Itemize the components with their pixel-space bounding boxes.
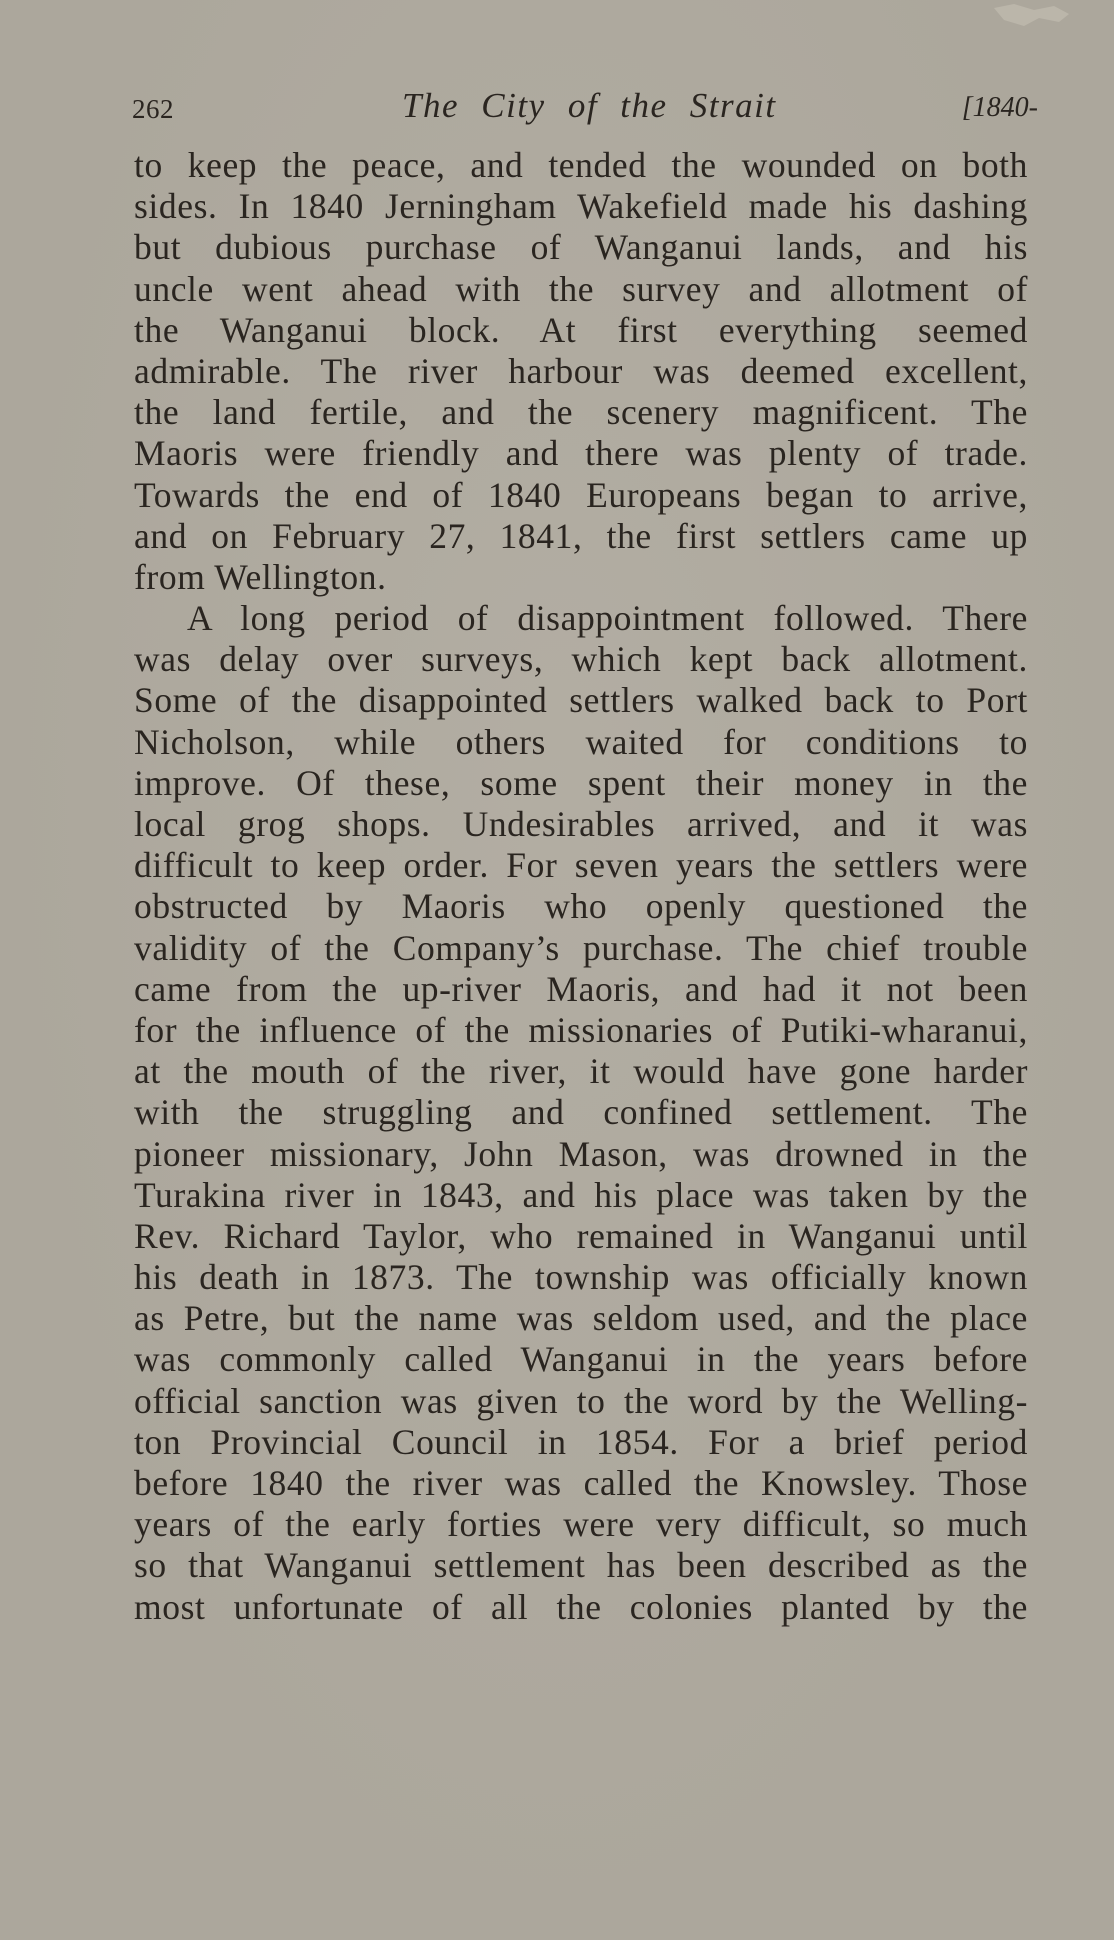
text-line: difficult to keep order. For seven years the settlers were (134, 845, 1028, 886)
page-number: 262 (132, 94, 174, 124)
text-line: for the influence of the missionaries of Putiki-wharanui, (134, 1009, 1028, 1050)
text-line: was delay over surveys, which kept back allotment. (134, 639, 1028, 680)
text-line: the Wanganui block. At first everything seemed (134, 309, 1028, 350)
text-line: A long period of disappointment followed. There (187, 598, 1028, 639)
text-line: Turakina river in 1843, and his place was taken by the (134, 1174, 1028, 1215)
text-line: the land fertile, and the scenery magnificent. The (134, 392, 1028, 433)
text-line: so that Wanganui settlement has been described as the (134, 1545, 1028, 1586)
text-line: his death in 1873. The township was officially known (134, 1257, 1028, 1298)
text-line: Nicholson, while others waited for conditions to (134, 721, 1028, 762)
text-line: local grog shops. Undesirables arrived, and it was (134, 804, 1028, 844)
text-line: was commonly called Wanganui in the years before (134, 1339, 1028, 1380)
body-text (134, 145, 1028, 1628)
running-head (132, 82, 1038, 132)
text-line: official sanction was given to the word by the Welling- (134, 1380, 1028, 1421)
text-line: ton Provincial Council in 1854. For a brief period (134, 1421, 1028, 1462)
text-line: and on February 27, 1841, the first settlers came up (134, 515, 1028, 556)
paper-stain-mark (984, 0, 1074, 40)
text-line: as Petre, but the name was seldom used, and the place (134, 1298, 1028, 1339)
text-line: with the struggling and confined settlement. The (134, 1092, 1028, 1133)
running-date: [1840- (961, 92, 1038, 123)
text-line: Rev. Richard Taylor, who remained in Wanganui until (134, 1215, 1028, 1256)
text-line: from Wellington. (134, 556, 387, 597)
text-line: years of the early forties were very difficult, so much (134, 1504, 1028, 1545)
text-line: uncle went ahead with the survey and allotment of (134, 268, 1028, 309)
text-line: improve. Of these, some spent their money in the (134, 762, 1028, 803)
text-line: pioneer missionary, John Mason, was drowned in the (134, 1133, 1028, 1174)
text-line: Towards the end of 1840 Europeans began to arrive, (134, 474, 1028, 515)
text-line: came from the up-river Maoris, and had it not been (134, 968, 1028, 1009)
text-line: but dubious purchase of Wanganui lands, and his (134, 227, 1028, 268)
text-line: to keep the peace, and tended the wounded on both (134, 145, 1028, 185)
text-line: validity of the Company’s purchase. The chief trouble (134, 927, 1028, 968)
text-line: Maoris were friendly and there was plenty of trade. (134, 433, 1028, 474)
text-line: before 1840 the river was called the Knowsley. Those (134, 1463, 1028, 1503)
running-title: The City of the Strait (402, 86, 777, 125)
text-line: sides. In 1840 Jerningham Wakefield made his dashing (134, 186, 1028, 227)
text-line: obstructed by Maoris who openly questioned the (134, 886, 1028, 927)
text-line: admirable. The river harbour was deemed excellent, (134, 350, 1028, 391)
text-line: Some of the disappointed settlers walked back to Port (134, 680, 1028, 721)
text-line: at the mouth of the river, it would have gone harder (134, 1051, 1028, 1092)
text-line: most unfortunate of all the colonies planted by the (134, 1586, 1028, 1627)
